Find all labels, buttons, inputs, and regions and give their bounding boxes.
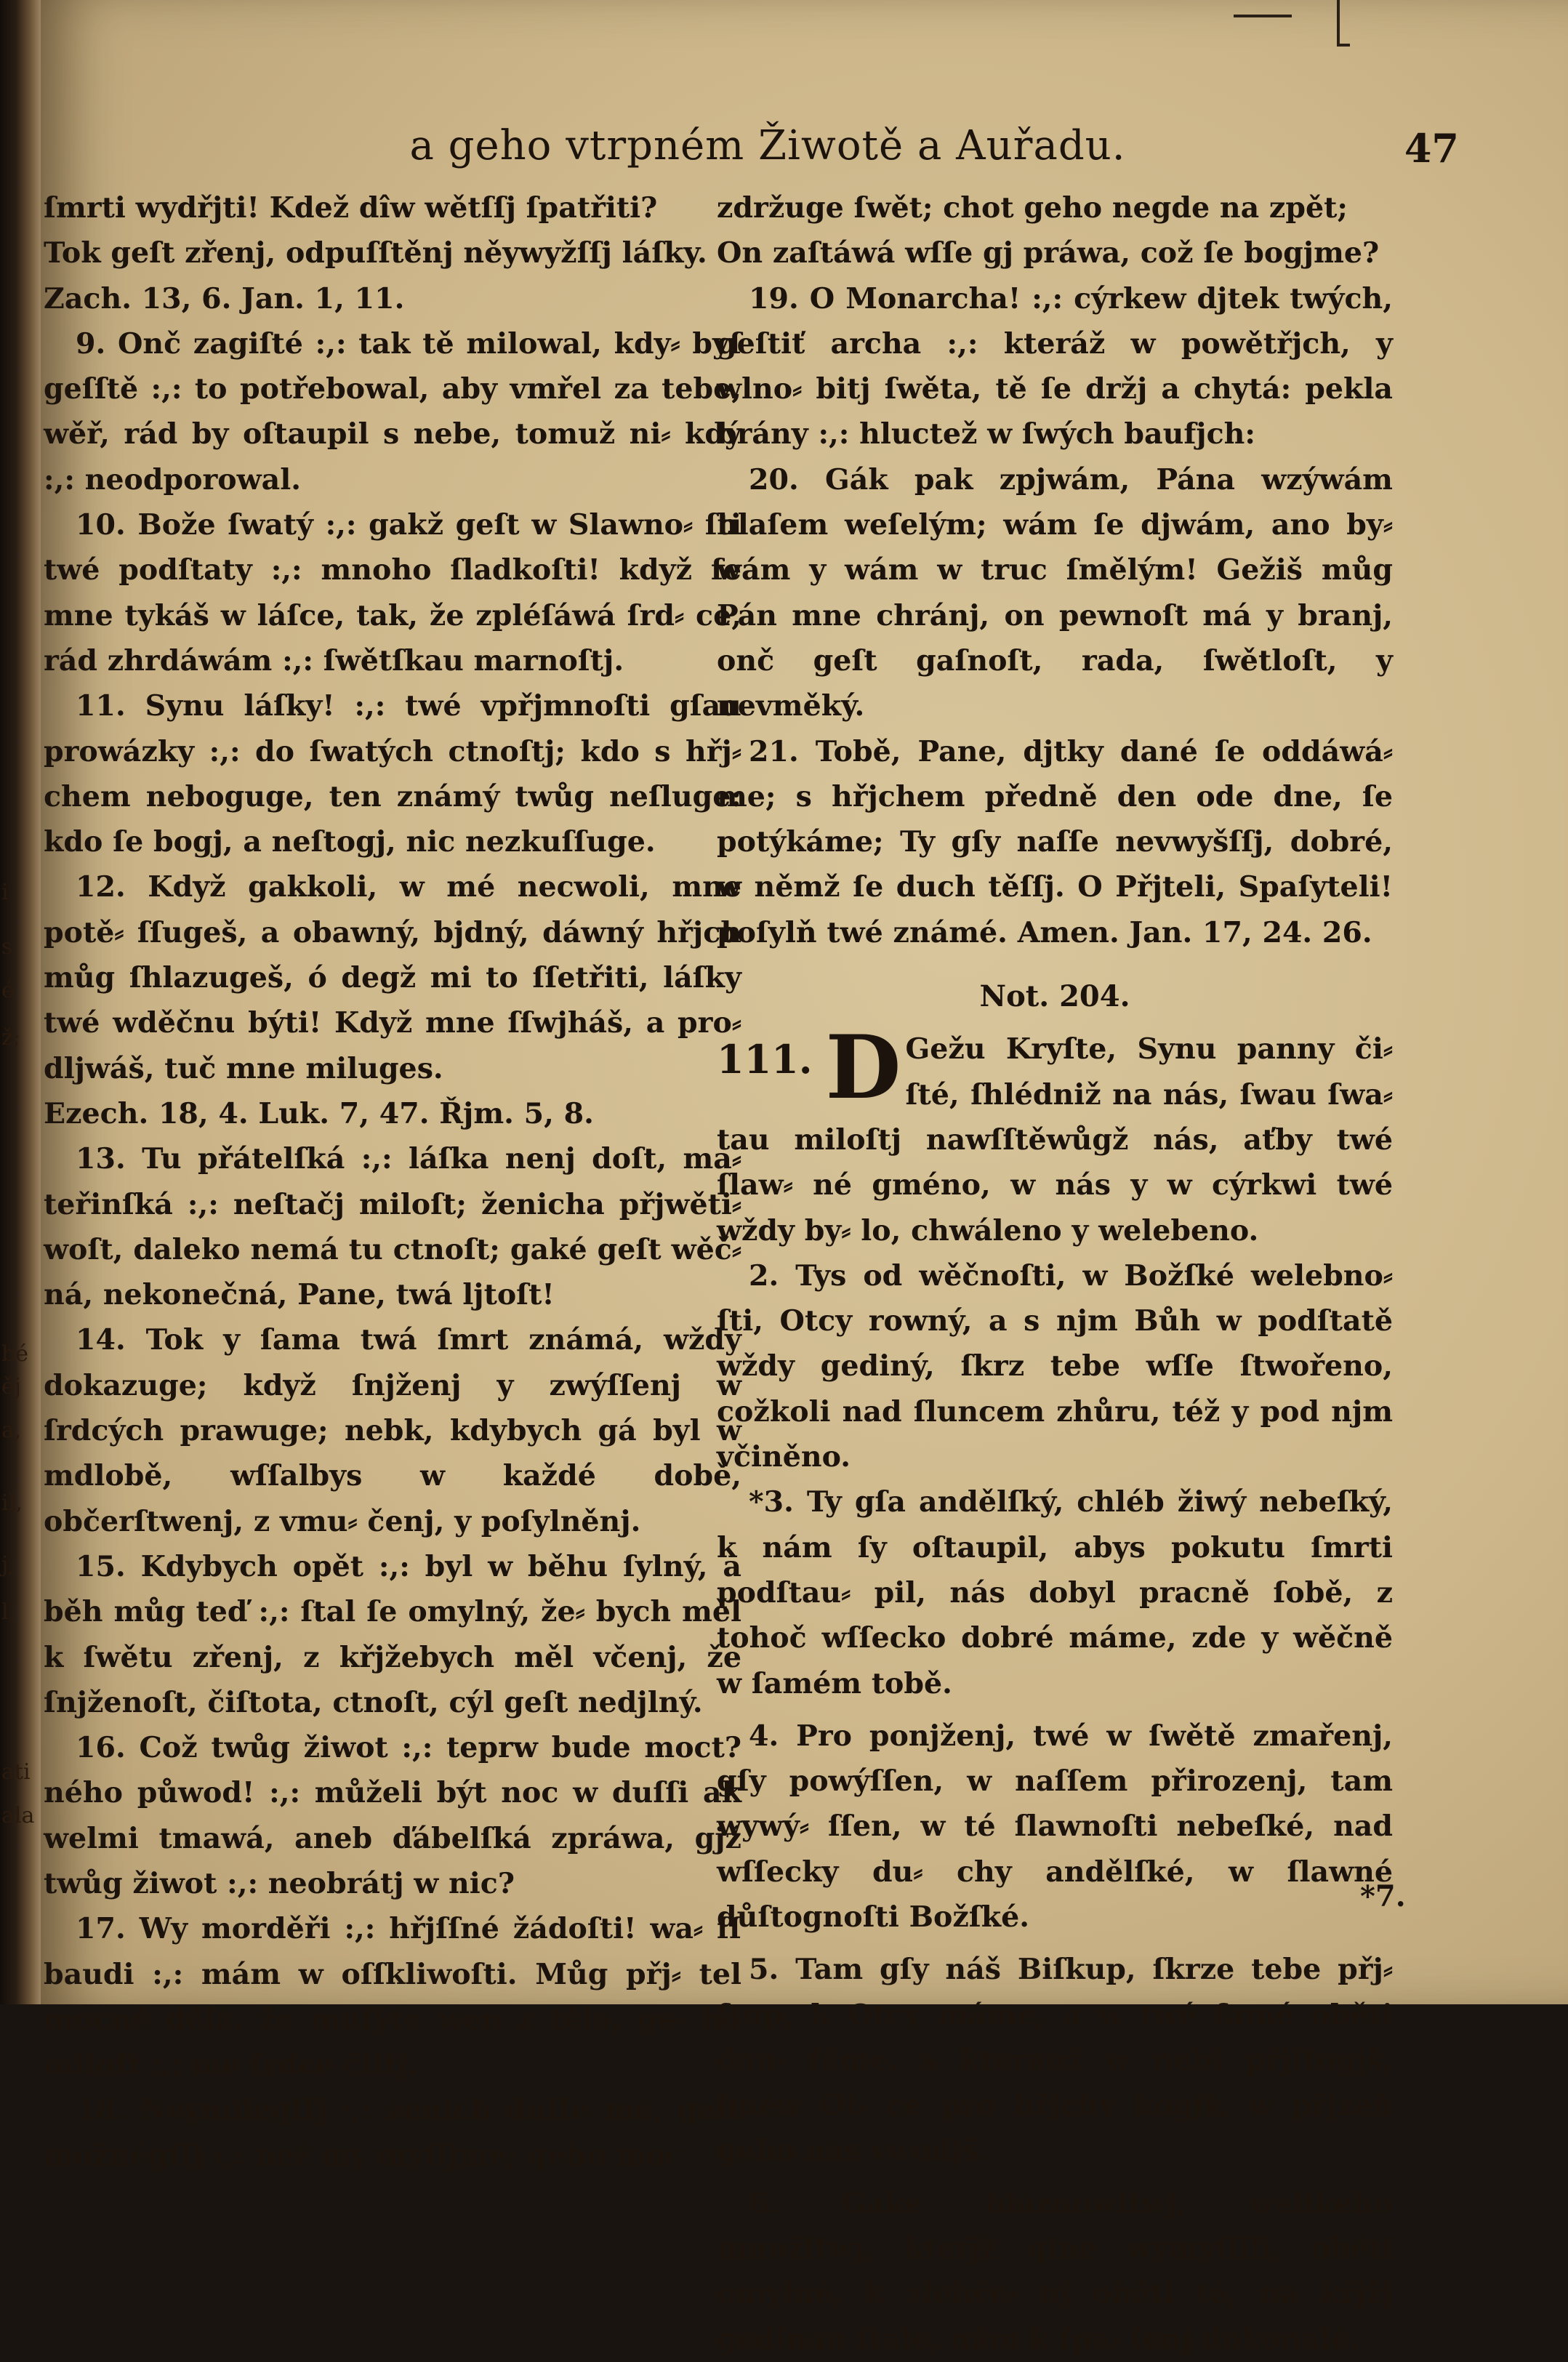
catchword: *7. [1360, 1879, 1406, 1913]
running-head: a geho vtrpném Žiwotě a Auřadu. [409, 122, 1126, 169]
right-column [717, 185, 1393, 2362]
left-column [44, 185, 741, 2178]
verse-number: 11. [76, 689, 126, 723]
edge-fragment: ěj [1, 1374, 22, 1399]
intro-line: On zaſtáwá wſſe gj práwa, což ſe bogjme? [717, 236, 1380, 270]
intro-line: zdržuge ſwět; chot geho negde na zpět; [717, 191, 1348, 225]
verse [44, 1317, 741, 1543]
verse-text: Tys od wěčnoſti, w Božſké welebno⸗ ſti, Otcy rowný, a s njm Bůh w podſtatě wždy gediný, ſkrz tebe wſſe ſtwořeno, cožkoli nad ſluncem zhůru, též y pod njm včiněno. [717, 1258, 1393, 1474]
hymn-number: 111. [717, 1036, 813, 1083]
verse [44, 1725, 741, 1906]
intro-line: ſmrti wydřjti! Kdež dîw wětſſj ſpatřiti? [44, 191, 658, 225]
verse-text: Tam gſy náš Biſkup, ſkrze tebe přj⸗ ſtup, k Otcy máme, a w twé ſamé oběti dau⸗ fáme, s kterauž w nebi přjſtogjš, hněw Ot⸗ ce pro hřjchy kogjš, w přjzeň geho nás vwodjš. [717, 1953, 1393, 2168]
corner-mark [1337, 0, 1350, 47]
verse-number: 5. [749, 1953, 779, 1987]
verse-text: Synu láſky! :,: twé vpřjmnoſti gſau prowázky :,: do ſwatých ctnoſtj; kdo s hřj⸗ chem neboguge, ten známý twůg neſluge: kdo ſe bogj, a neſtogj, nic nezkuſſuge. [44, 689, 741, 859]
verse-text: Když gakkoli, w mé necwoli, mne potě⸗ ſſugeš, a obawný, bjdný, dáwný hřjch můg ſhlazugeš, ó degž mi to ſſetřiti, láſky twé wděčnu býti! Když mne ſſwjháš, a pro⸗ dljwáš, tuč mne miluges. [44, 870, 741, 1085]
verse [44, 683, 741, 864]
verse [717, 1253, 1393, 1479]
verse-number: 21. [749, 734, 799, 768]
hymn-start [717, 1016, 1393, 1253]
edge-fragment: i [1, 880, 9, 905]
verse [717, 457, 1393, 729]
verse-text: Kdybych opět :,: byl w běhu ſylný, a běh můg teď :,: ſtal ſe omylný, že⸗ bych měl k ſwětu zřenj, z křjžebych měl včenj, že ſnjženoſt, čiſtota, ctnoſt, cýl geſt nedjlný. [44, 1549, 741, 1719]
verse [44, 1906, 741, 2087]
page-number: 47 [1404, 125, 1459, 172]
verse-number: *3. [749, 1485, 794, 1519]
verse [717, 1714, 1393, 1940]
verse-text: Tok y ſama twá ſmrt známá, wždy dokazuge; když ſnjženj y zwýſſenj w ſrdcých prawuge; nebk, kdybych gá byl w mdlobě, wſſalbys w každé době, občerſtwenj, z vmu⸗ čenj, y poſylněnj. [44, 1323, 741, 1538]
verse-text: Gák pak zpjwám, Pána wzýwám hlaſem weſelým; wám ſe djwám, ano by⸗ wám y wám w truc ſmělým! Gežiš můg Pán mne chránj, on pewnoſt má y branj, onč geſt gaſnoſt, rada, ſwětloſt, y nevměký. [717, 462, 1393, 723]
verse-text: Pro ponjženj, twé w ſwětě zmařenj, gſy powýſſen, w naſſem přirozenj, tam wywý⸗ ſſen, w té ſlawnoſti nebeſké, nad wſſecky du⸗ chy andělſké, w ſlawné důſtognoſti Božſké. [717, 1719, 1393, 1934]
verse-number: 9. [76, 326, 106, 361]
verse-number: 18. [76, 2093, 126, 2127]
verse-number: 13. [76, 1142, 126, 1176]
verse-number: 19. [749, 281, 799, 316]
spacer [717, 2174, 1393, 2181]
verse-text: Neymilegſſj :,: ženich duſſe mé, geſt možnégſſj :,: než my myſljme; geho moc [44, 2093, 741, 2172]
edge-fragment: j; [1, 1552, 16, 1578]
hymn-tune-label: Not. 204. [979, 979, 1130, 1014]
verse-text: Ty gſa andělſký, chléb žiwý nebeſký, k nám ſy oſtaupil, abys pokutu ſmrti podſtau⸗ pil, nás dobyl pracně ſobě, z tohoč wſſecko dobré máme, zde y wěčně w ſamém tobě. [717, 1485, 1393, 1700]
verse [44, 864, 741, 1090]
edge-fragment: ala [1, 1803, 35, 1828]
verse [44, 2087, 741, 2178]
verse-number: 12. [76, 870, 126, 904]
verse [717, 276, 1393, 457]
edge-fragment: s [1, 934, 13, 960]
verse-number: 10. [76, 508, 126, 542]
book-page [41, 0, 1568, 2356]
verse [44, 321, 741, 502]
edge-fragment: a, [1, 1418, 22, 1443]
verse-text: Gaké bláznowſtwj, welikého množſtwj, kteřjž giné wymyſlili, oběti omylné, k zlehče⸗ nj oběti té, na křjžj gedinau ſtale, nám k ſpa⸗ ſenj dokonalé. [717, 2186, 1393, 2356]
verse-number: 14. [76, 1323, 126, 1357]
verse-number: 6. [749, 2186, 779, 2220]
intro-line: Tok geſt zřenj, odpuſſtěnj něywyžſſj láſky. [44, 236, 707, 270]
verse-number: 4. [749, 1719, 779, 1753]
verse [44, 502, 741, 683]
verse [717, 1479, 1393, 1706]
verse-text: Což twůg žiwot :,: teprw bude moct? ného půwod! :,: můželi být noc w duſſi ak welmi tmawá, aneb ďábelſká zpráwa, gjž twůg žiwot :,: neobrátj w nic? [44, 1731, 741, 1900]
verse-text: Onč zagiſté :,: tak tě milowal, kdy⸗ byſ geſſtě :,: to potřebowal, aby vmřel za tebe, wěř, rád by oſtaupil s nebe, tomuž ni⸗ kdý :,: neodporowal. [44, 326, 741, 497]
verse-text: O Monarcha! :,: cýrkew djtek twých, geſtiť archa :,: kteráž w powětřjch, y wlno⸗ bitj ſwěta, tě ſe držj a chytá: pekla brány :,: hluctež w ſwých baufjch: [717, 281, 1393, 451]
verse [717, 1947, 1393, 2173]
verse-number: 16. [76, 1731, 126, 1765]
left-page-edge [0, 0, 41, 2004]
verse-text: Tobě, Pane, djtky dané ſe oddáwá⸗ me; s hřjchem předně den ode dne, ſe potýkáme; Ty gſy naſſe nevwyšſſj, dobré, w němž ſe duch těſſj. O Přjteli, Spaſyteli! poſylň twé známé. Amen. Jan. 17, 24. 26. [717, 734, 1393, 949]
edge-fragment: ati [1, 1759, 31, 1785]
spacer [717, 1940, 1393, 1947]
scripture-reference: Ezech. 18, 4. Luk. 7, 47. Řjm. 5, 8. [44, 1096, 594, 1130]
verse [717, 2181, 1393, 2362]
edge-fragment: é [1, 978, 15, 1003]
scripture-reference: Zach. 13, 6. Jan. 1, 11. [44, 281, 405, 316]
verse-text: Tu přátelſká :,: láſka nenj doſt, ma⸗ teřinſká :,: neſtačj miloſt; ženicha přjwěti⸗ woſt, daleko nemá tu ctnoſt; gaké geſt wěč⸗ ná, nekonečná, Pane, twá ljtoſt! [44, 1142, 741, 1312]
verse [44, 1136, 741, 1317]
verse [717, 729, 1393, 955]
edge-fragment: l; [1, 1599, 16, 1625]
spacer [717, 1706, 1393, 1714]
verse-text: Bože ſwatý :,: gakž geſt w Slawno⸗ ſti twé podſtaty :,: mnoho ſladkoſti! když ſe mne tykáš w láſce, tak, že zpléſáwá ſrd⸗ ce, rád zhrdáwám :,: ſwětſkau marnoſtj. [44, 508, 741, 678]
verse-number: 15. [76, 1549, 126, 1583]
corner-mark [1234, 0, 1292, 17]
verse [44, 1544, 741, 1725]
verse-number: 2. [749, 1258, 779, 1293]
edge-fragment: bé [1, 1341, 28, 1367]
drop-cap: D [825, 1016, 901, 1120]
edge-fragment: ž; [1, 1025, 20, 1051]
hymn-first-verse: Gežu Kryſte, Synu panny či⸗ ſté, ſhlédniž na nás, ſwau ſwa⸗ tau miloſtj nawſſtěwůgž nás, aťby twé ſlaw⸗ né gméno, w nás y w cýrkwi twé wždy by⸗ lo, chwáleno y welebeno. [717, 1032, 1393, 1248]
verse-text: Wy morděři :,: hřjſſné žádoſti! wa⸗ ſſ baudi :,: mám w oſſkliwoſti. Můg přj⸗ tel mocně dělá, že muſýte wen z těla, ge⸗ ho miloſt :,: mé ſrdce čiſtj. [44, 1912, 741, 2082]
verse-number: 20. [749, 462, 799, 497]
edge-fragment: il, [1, 1490, 23, 1516]
verse-number: 17. [76, 1912, 126, 1946]
